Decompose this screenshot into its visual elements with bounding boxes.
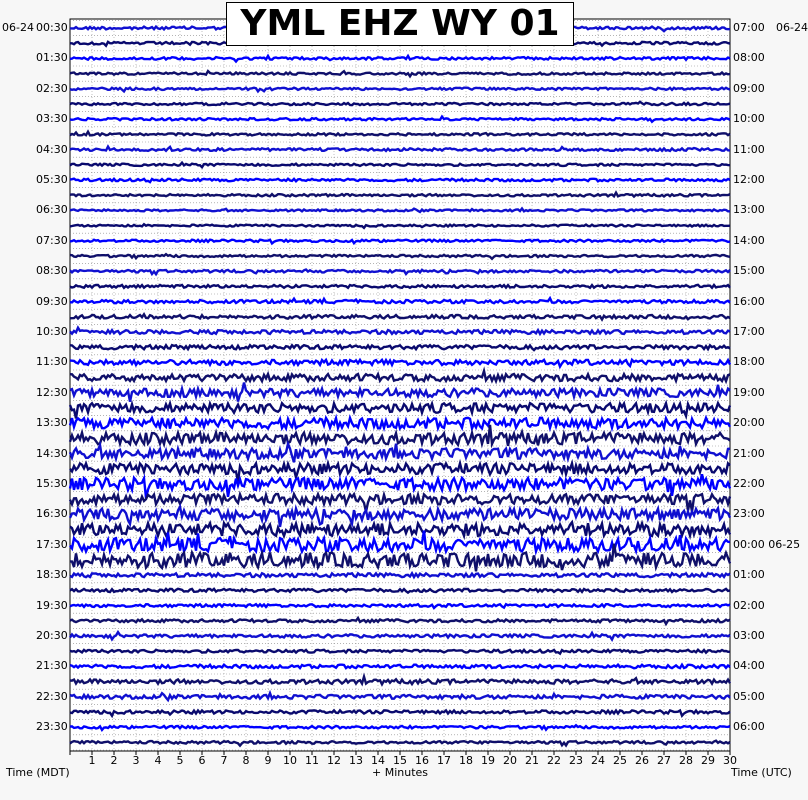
left-hour-label: 13:30: [36, 416, 68, 430]
x-tick-label: 22: [547, 754, 561, 767]
right-hour-label: 16:00: [733, 294, 765, 308]
x-tick-label: 27: [657, 754, 671, 767]
right-hour-label: 01:00: [733, 568, 765, 582]
right-hour-label: 22:00: [733, 477, 765, 490]
x-tick-label: 16: [415, 754, 429, 767]
left-hour-label: 11:30: [36, 355, 68, 369]
x-axis-label: + Minutes: [372, 766, 429, 779]
right-hour-label: 02:00: [733, 598, 765, 612]
x-tick-label: 15: [393, 754, 407, 767]
left-hour-label: 05:30: [36, 173, 68, 186]
x-tick-label: 10: [283, 754, 297, 767]
right-hour-label: 05:00: [733, 689, 765, 703]
left-hour-label: 06:30: [36, 203, 68, 217]
x-tick-label: 4: [154, 754, 162, 767]
x-tick-label: 13: [349, 754, 363, 767]
right-hour-label: 18:00: [733, 355, 765, 369]
right-hour-label: 09:00: [733, 81, 765, 95]
left-hour-label: 09:30: [36, 294, 68, 308]
left-hour-label: 20:30: [36, 629, 68, 642]
left-hour-label: 12:30: [36, 385, 68, 399]
x-tick-label: 23: [569, 754, 583, 767]
x-tick-label: 8: [242, 754, 250, 767]
x-tick-label: 14: [371, 754, 385, 767]
left-hour-label: 07:30: [36, 233, 68, 247]
left-hour-label: 01:30: [36, 51, 68, 65]
left-hour-label: 10:30: [36, 325, 68, 338]
x-tick-label: 7: [220, 754, 228, 767]
x-tick-label: 9: [264, 754, 272, 767]
right-hour-label: 00:00 06-25: [733, 537, 801, 551]
x-tick-label: 26: [635, 754, 649, 767]
left-hour-label: 00:30: [36, 21, 68, 34]
right-hour-label: 23:00: [733, 507, 765, 521]
x-tick-label: 19: [481, 754, 495, 767]
x-tick-label: 29: [701, 754, 715, 767]
x-tick-label: 28: [679, 754, 693, 767]
x-tick-label: 1: [88, 754, 96, 767]
right-hour-label: 21:00: [733, 446, 765, 460]
right-hour-label: 07:00: [733, 21, 765, 34]
right-hour-label: 17:00: [733, 325, 765, 338]
x-tick-label: 5: [176, 754, 184, 767]
x-tick-label: 18: [459, 754, 473, 767]
right-hour-label: 11:00: [733, 142, 765, 156]
right-hour-label: 19:00: [733, 385, 765, 399]
right-hour-label: 08:00: [733, 51, 765, 65]
x-tick-label: 11: [305, 754, 319, 767]
left-hour-label: 17:30: [36, 537, 68, 551]
x-tick-label: 30: [723, 754, 737, 767]
right-hour-label: 04:00: [733, 659, 765, 673]
right-hour-label: 12:00: [733, 173, 765, 186]
x-tick-label: 3: [132, 754, 140, 767]
x-tick-label: 25: [613, 754, 627, 767]
left-hour-label: 08:30: [36, 264, 68, 278]
x-tick-label: 20: [503, 754, 517, 767]
left-hour-label: 21:30: [36, 659, 68, 673]
right-hour-label: 14:00: [733, 233, 765, 247]
left-date-label: 06-24: [2, 21, 34, 34]
left-hour-label: 18:30: [36, 568, 68, 582]
right-hour-label: 13:00: [733, 203, 765, 217]
right-axis-label: Time (UTC): [731, 766, 792, 779]
x-tick-label: 21: [525, 754, 539, 767]
right-hour-label: 20:00: [733, 416, 765, 430]
right-hour-label: 03:00: [733, 629, 765, 642]
right-date-label: 06-24: [776, 21, 808, 34]
left-hour-label: 23:30: [36, 720, 68, 734]
left-hour-label: 19:30: [36, 598, 68, 612]
x-tick-label: 17: [437, 754, 451, 767]
left-hour-label: 16:30: [36, 507, 68, 521]
x-tick-label: 12: [327, 754, 341, 767]
left-hour-label: 14:30: [36, 446, 68, 460]
x-tick-label: 24: [591, 754, 605, 767]
right-hour-label: 06:00: [733, 720, 765, 734]
right-hour-label: 15:00: [733, 264, 765, 278]
left-hour-label: 02:30: [36, 81, 68, 95]
left-axis-label: Time (MDT): [6, 766, 70, 779]
left-hour-label: 22:30: [36, 689, 68, 703]
x-tick-label: 6: [198, 754, 206, 767]
right-hour-label: 10:00: [733, 112, 765, 126]
left-hour-label: 03:30: [36, 112, 68, 126]
chart-title: YML EHZ WY 01: [226, 2, 574, 46]
left-hour-label: 04:30: [36, 142, 68, 156]
left-hour-label: 15:30: [36, 477, 68, 490]
x-tick-label: 2: [110, 754, 118, 767]
